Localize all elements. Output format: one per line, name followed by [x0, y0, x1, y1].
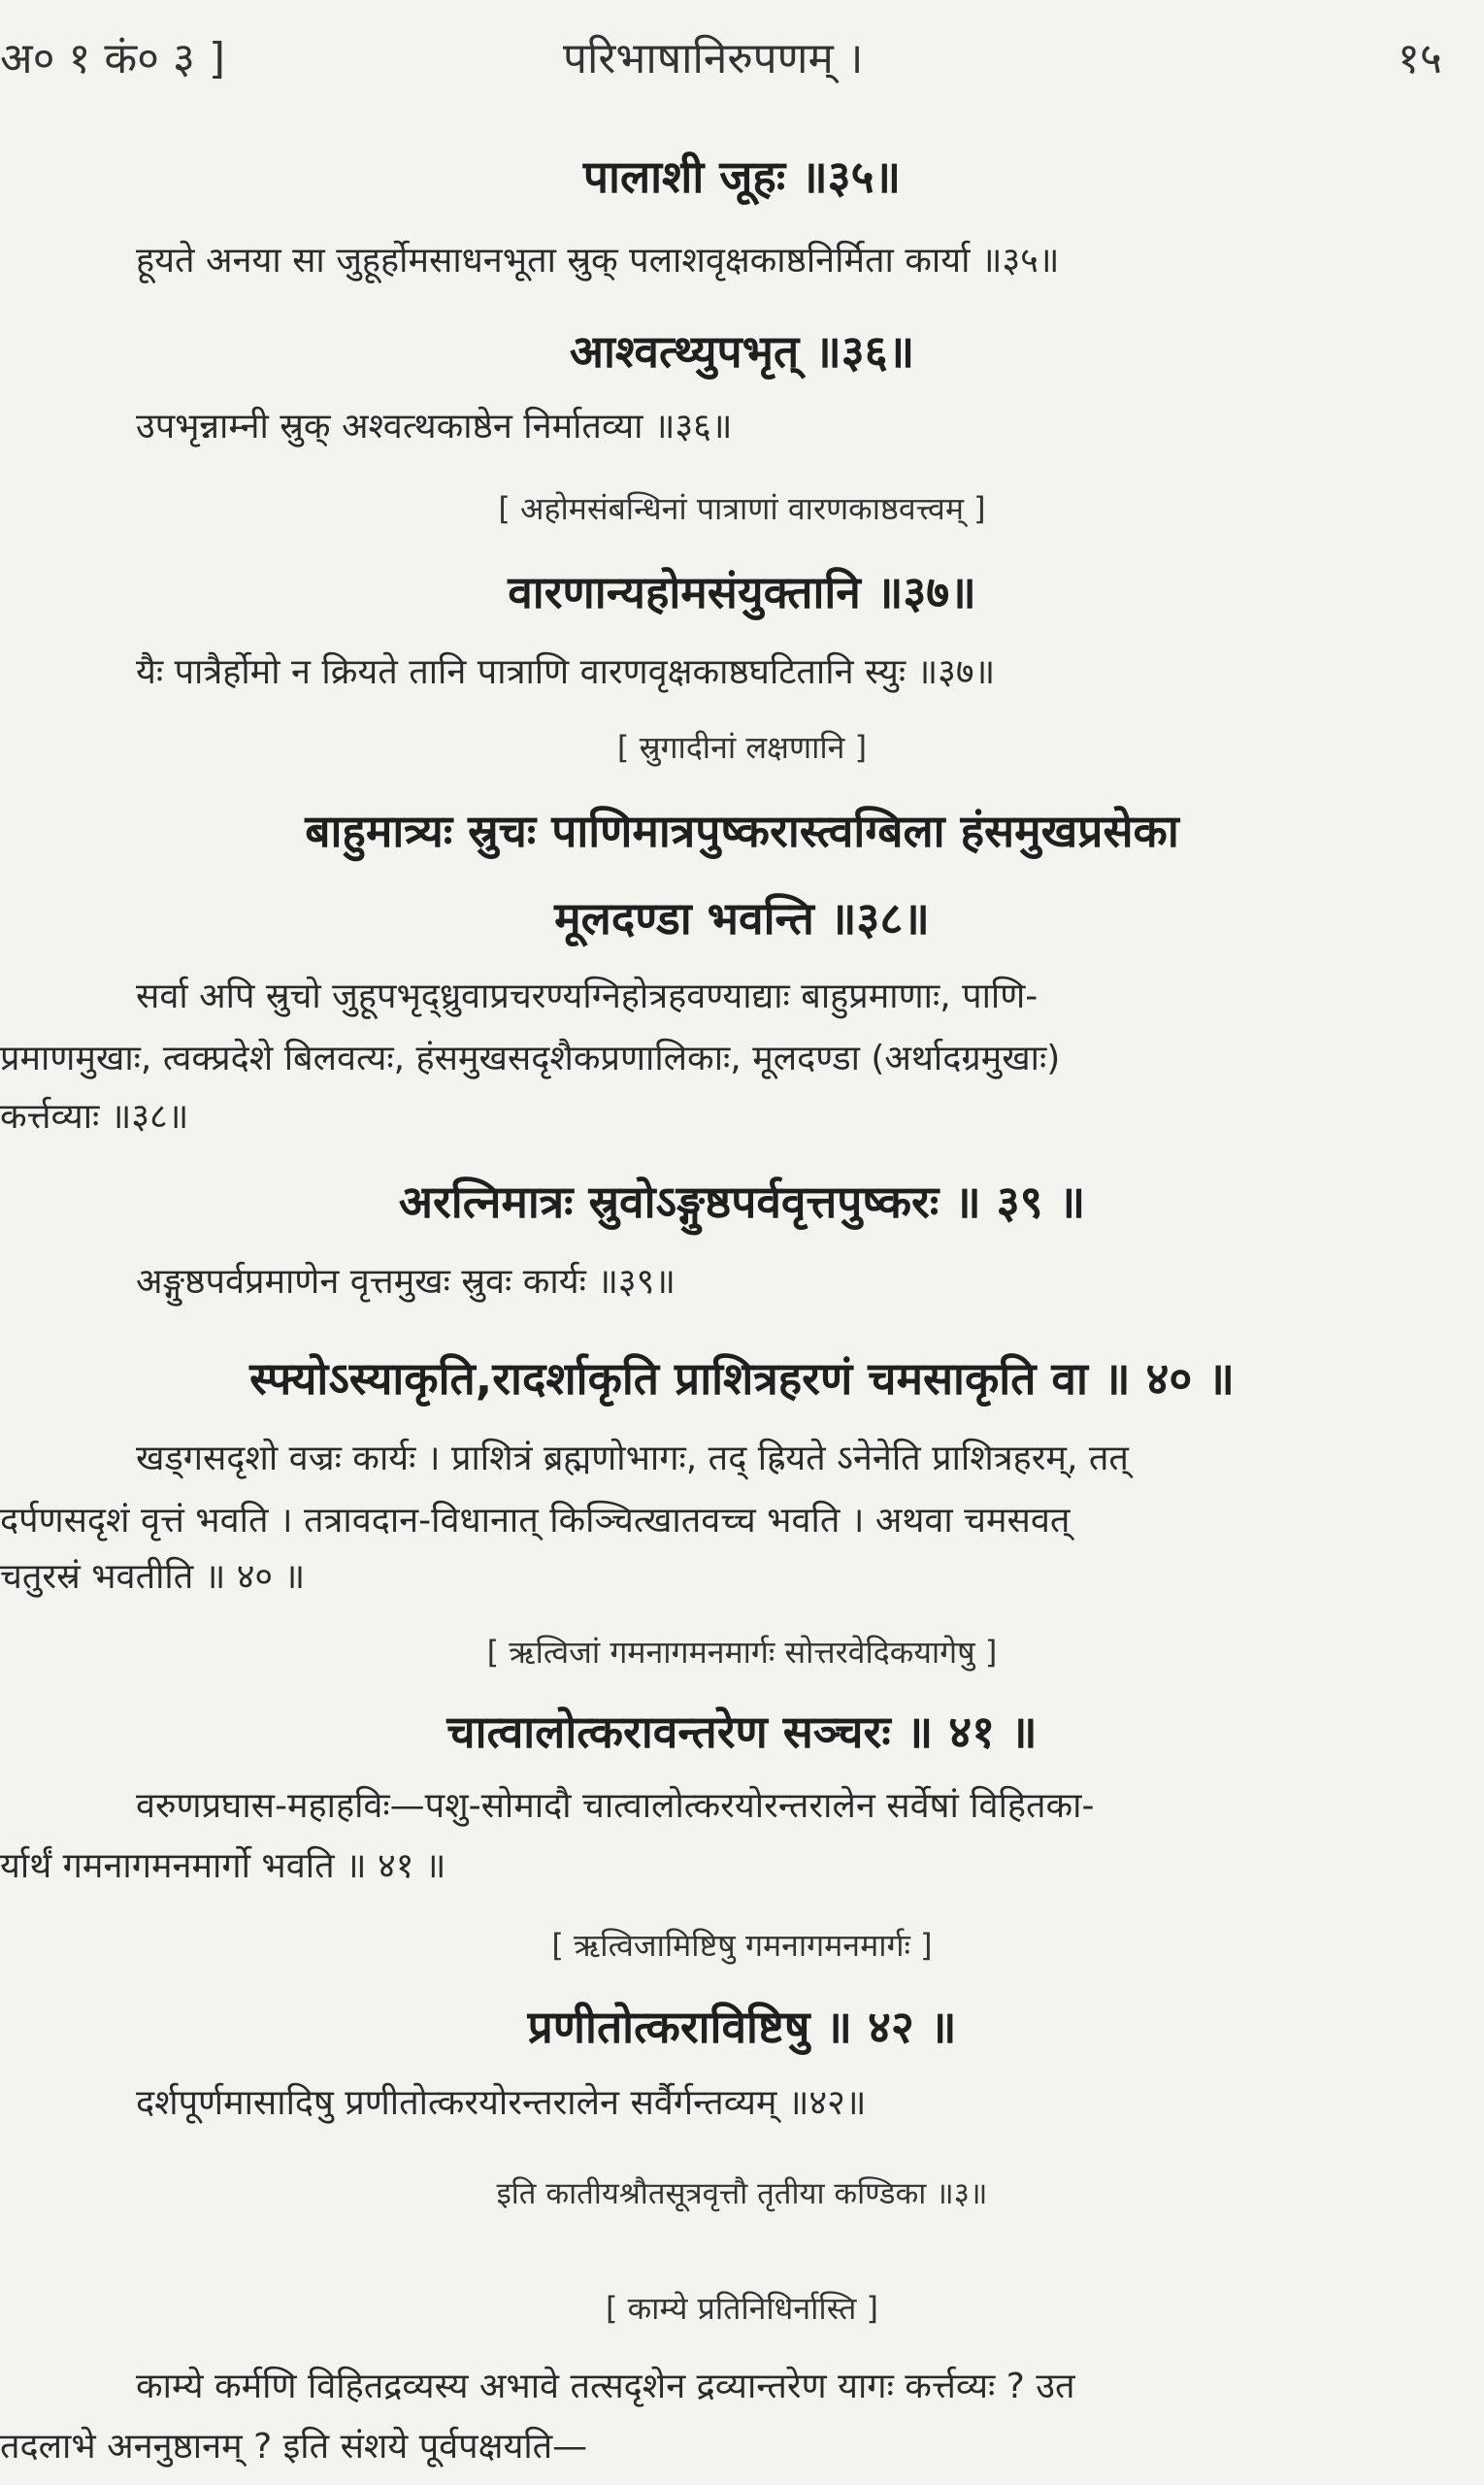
section-heading: [ ऋत्विजामिष्टिषु गमनागमनमार्गः ]: [551, 1927, 933, 1964]
commentary-38-line-2: प्रमाणमुखाः, त्वक्प्रदेशे बिलवत्यः, हंसमुखसदृशैकप्रणालिकाः, मूलदण्डा (अर्थादग्रमुखाः): [0, 1039, 1061, 1078]
closing-commentary-line-1: काम्ये कर्मणि विहितद्रव्यस्य अभावे तत्सदृशेन द्रव्यान्तरेण यागः कर्त्तव्यः ? उत: [136, 2367, 1075, 2406]
commentary-40-line-3: चतुरस्रं भवतीति ॥ ४० ॥: [0, 1557, 306, 1597]
section-heading: [ अहोमसंबन्धिनां पात्राणां वारणकाष्ठवत्त्वम् ]: [498, 490, 986, 527]
page-number: १५: [1398, 34, 1442, 83]
commentary-42: दर्शपूर्णमासादिषु प्रणीतोत्करयोरन्तरालेन सर्वैर्गन्तव्यम् ॥४२॥: [136, 2083, 867, 2123]
sutra-38-line-1: बाहुमात्र्यः स्रुचः पाणिमात्रपुष्करास्त्वग्बिला हंसमुखप्रसेका: [305, 805, 1179, 857]
section-heading: [ काम्ये प्रतिनिधिर्नास्ति ]: [605, 2290, 879, 2327]
section-heading: [ ऋत्विजां गमनागमनमार्गः सोत्तरवेदिकयागेषु ]: [486, 1634, 998, 1671]
section-heading: [ स्रुगादीनां लक्षणानि ]: [616, 729, 868, 766]
sutra-35: पालाशी जूहः ॥३५॥: [582, 150, 902, 203]
sutra-38-line-2: मूलदण्डा भवन्ति ॥३८॥: [554, 892, 930, 944]
commentary-38-line-1: सर्वा अपि स्रुचो जुहूपभृद्ध्रुवाप्रचरण्यग्निहोत्रहवण्याद्याः बाहुप्रमाणाः, पाणि-: [136, 977, 1039, 1016]
running-header-title: परिभाषानिरुपणम् ।: [563, 34, 864, 83]
sutra-40: स्फ्योऽस्याकृति,रादर्शाकृति प्राशित्रहरणं चमसाकृति वा ॥ ४० ॥: [249, 1352, 1235, 1405]
sutra-36: आश्वत्थ्युपभृत् ॥३६॥: [569, 325, 915, 378]
closing-commentary-line-2: तदलाभे अननुष्ठानम् ? इति संशये पूर्वपक्षयति—: [0, 2427, 588, 2467]
kandika-colophon: इति कातीयश्रौतसूत्रवृत्तौ तृतीया कण्डिका ॥३॥: [496, 2176, 988, 2211]
sutra-39: अरत्निमात्रः स्रुवोऽङ्गुष्ठपर्ववृत्तपुष्करः ॥ ३९ ॥: [398, 1176, 1086, 1228]
commentary-36: उपभृन्नाम्नी स्रुक् अश्वत्थकाष्ठेन निर्मातव्या ॥३६॥: [136, 407, 733, 447]
commentary-35: हूयते अनया सा जुहूर्होमसाधनभूता स्रुक् पलाशवृक्षकाष्ठनिर्मिता कार्या ॥३५॥: [136, 241, 1060, 281]
commentary-38-line-3: कर्त्तव्याः ॥३८॥: [0, 1097, 189, 1137]
commentary-39: अङ्गुष्ठपर्वप्रमाणेन वृत्तमुखः स्रुवः कार्यः ॥३९॥: [136, 1262, 676, 1302]
running-header-left: अ० १ कं० ३ ]: [0, 34, 226, 83]
commentary-41-line-1: वरुणप्रघास-महाहविः—पशु-सोमादौ चात्वालोत्करयोरन्तरालेन सर्वेषां विहितका-: [136, 1786, 1095, 1826]
sutra-41: चात्वालोत्करावन्तरेण सञ्चरः ॥ ४१ ॥: [446, 1706, 1038, 1758]
commentary-41-line-2: र्यार्थं गमनागमनमार्गो भवति ॥ ४१ ॥: [0, 1846, 446, 1886]
commentary-40-line-1: खड्गसदृशो वज्रः कार्यः । प्राशित्रं ब्रह्मणोभागः, तद् ह्रियते ऽनेनेति प्राशित्रहरम्, तत्: [136, 1439, 1129, 1478]
commentary-40-line-2: दर्पणसदृशं वृत्तं भवति । तत्रावदान-विधानात् किञ्चित्खातवच्च भवति । अथवा चमसवत्: [0, 1501, 1071, 1541]
commentary-37: यैः पात्रैर्होमो न क्रियते तानि पात्राणि वारणवृक्षकाष्ठघटितानि स्युः ॥३७॥: [136, 652, 996, 692]
sutra-37: वारणान्यहोमसंयुक्तानि ॥३७॥: [508, 566, 976, 618]
sutra-42: प्रणीतोत्कराविष्टिषु ॥ ४२ ॥: [527, 2001, 957, 2053]
